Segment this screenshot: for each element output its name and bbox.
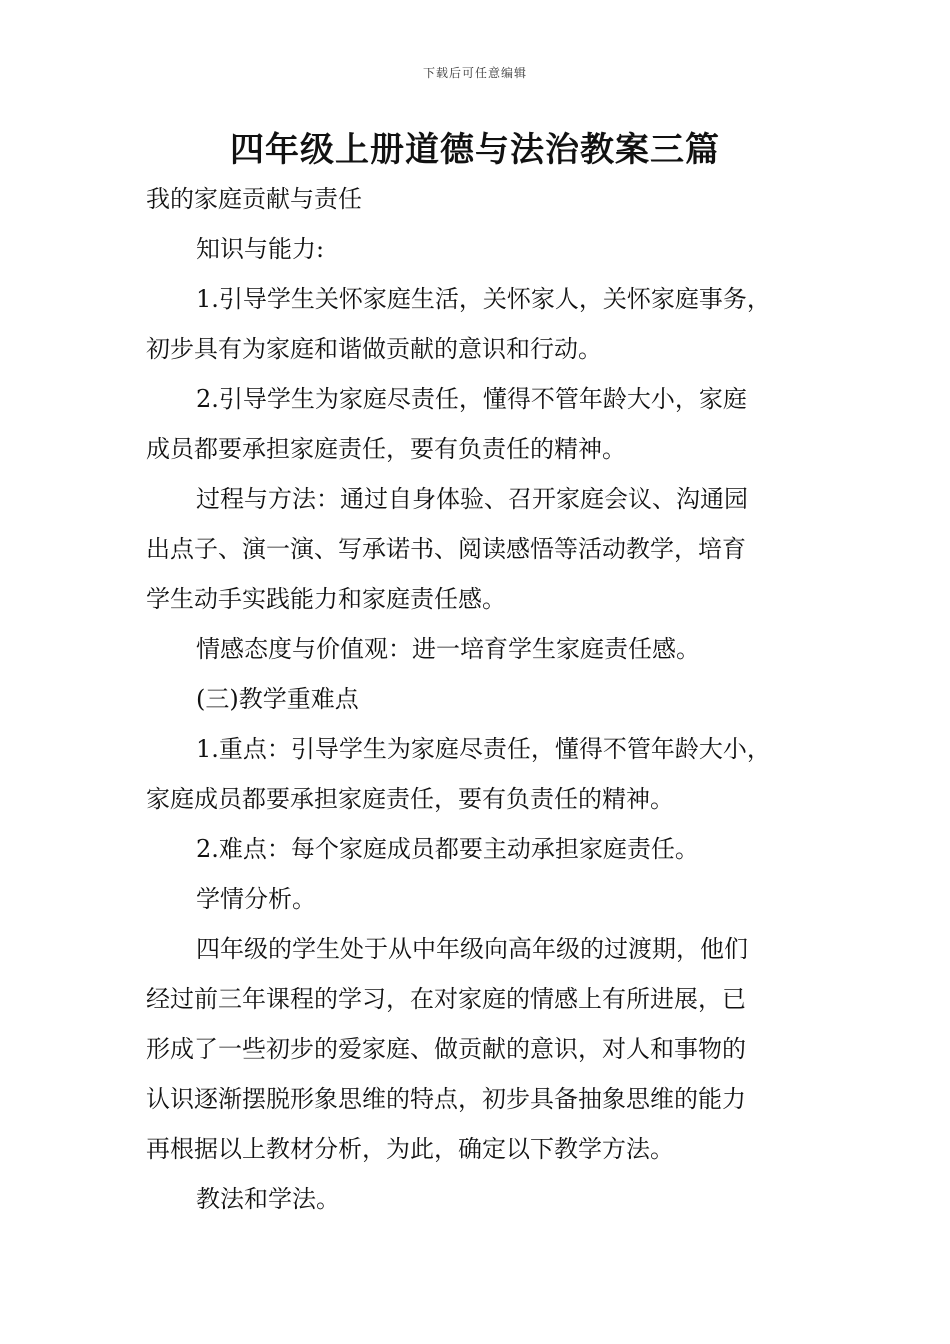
paragraph-line: 1.引导学生关怀家庭生活，关怀家人，关怀家庭事务， [196, 285, 771, 313]
paragraph-line: 初步具有为家庭和谐做贡献的意识和行动。 [146, 335, 602, 363]
paragraph-line: 学生动手实践能力和家庭责任感。 [146, 585, 506, 613]
paragraph-line: 形成了一些初步的爱家庭、做贡献的意识，对人和事物的 [146, 1035, 746, 1063]
paragraph-line: 经过前三年课程的学习，在对家庭的情感上有所进展，已 [146, 985, 746, 1013]
paragraph-line: 情感态度与价值观：进一培育学生家庭责任感。 [196, 635, 700, 663]
document-title: 四年级上册道德与法治教案三篇 [230, 130, 720, 170]
paragraph-line: 认识逐渐摆脱形象思维的特点，初步具备抽象思维的能力 [146, 1085, 746, 1113]
paragraph-line: 成员都要承担家庭责任，要有负责任的精神。 [146, 435, 626, 463]
paragraph-line: (三)教学重难点 [196, 685, 359, 713]
paragraph-line: 1.重点：引导学生为家庭尽责任，懂得不管年龄大小， [196, 735, 771, 763]
paragraph-line: 四年级的学生处于从中年级向高年级的过渡期，他们 [196, 935, 748, 963]
section-heading: 我的家庭贡献与责任 [146, 185, 362, 213]
paragraph-line: 知识与能力: [196, 235, 325, 263]
paragraph-line: 2.难点：每个家庭成员都要主动承担家庭责任。 [196, 835, 699, 863]
paragraph-line: 家庭成员都要承担家庭责任，要有负责任的精神。 [146, 785, 674, 813]
paragraph-line: 教法和学法。 [196, 1185, 340, 1213]
paragraph-line: 过程与方法：通过自身体验、召开家庭会议、沟通园 [196, 485, 748, 513]
paragraph-line: 再根据以上教材分析，为此，确定以下教学方法。 [146, 1135, 674, 1163]
page-header-note: 下载后可任意编辑 [422, 66, 527, 80]
paragraph-line: 2.引导学生为家庭尽责任，懂得不管年龄大小，家庭 [196, 385, 747, 413]
paragraph-line: 出点子、演一演、写承诺书、阅读感悟等活动教学，培育 [146, 535, 746, 563]
paragraph-line: 学情分析。 [196, 885, 316, 913]
